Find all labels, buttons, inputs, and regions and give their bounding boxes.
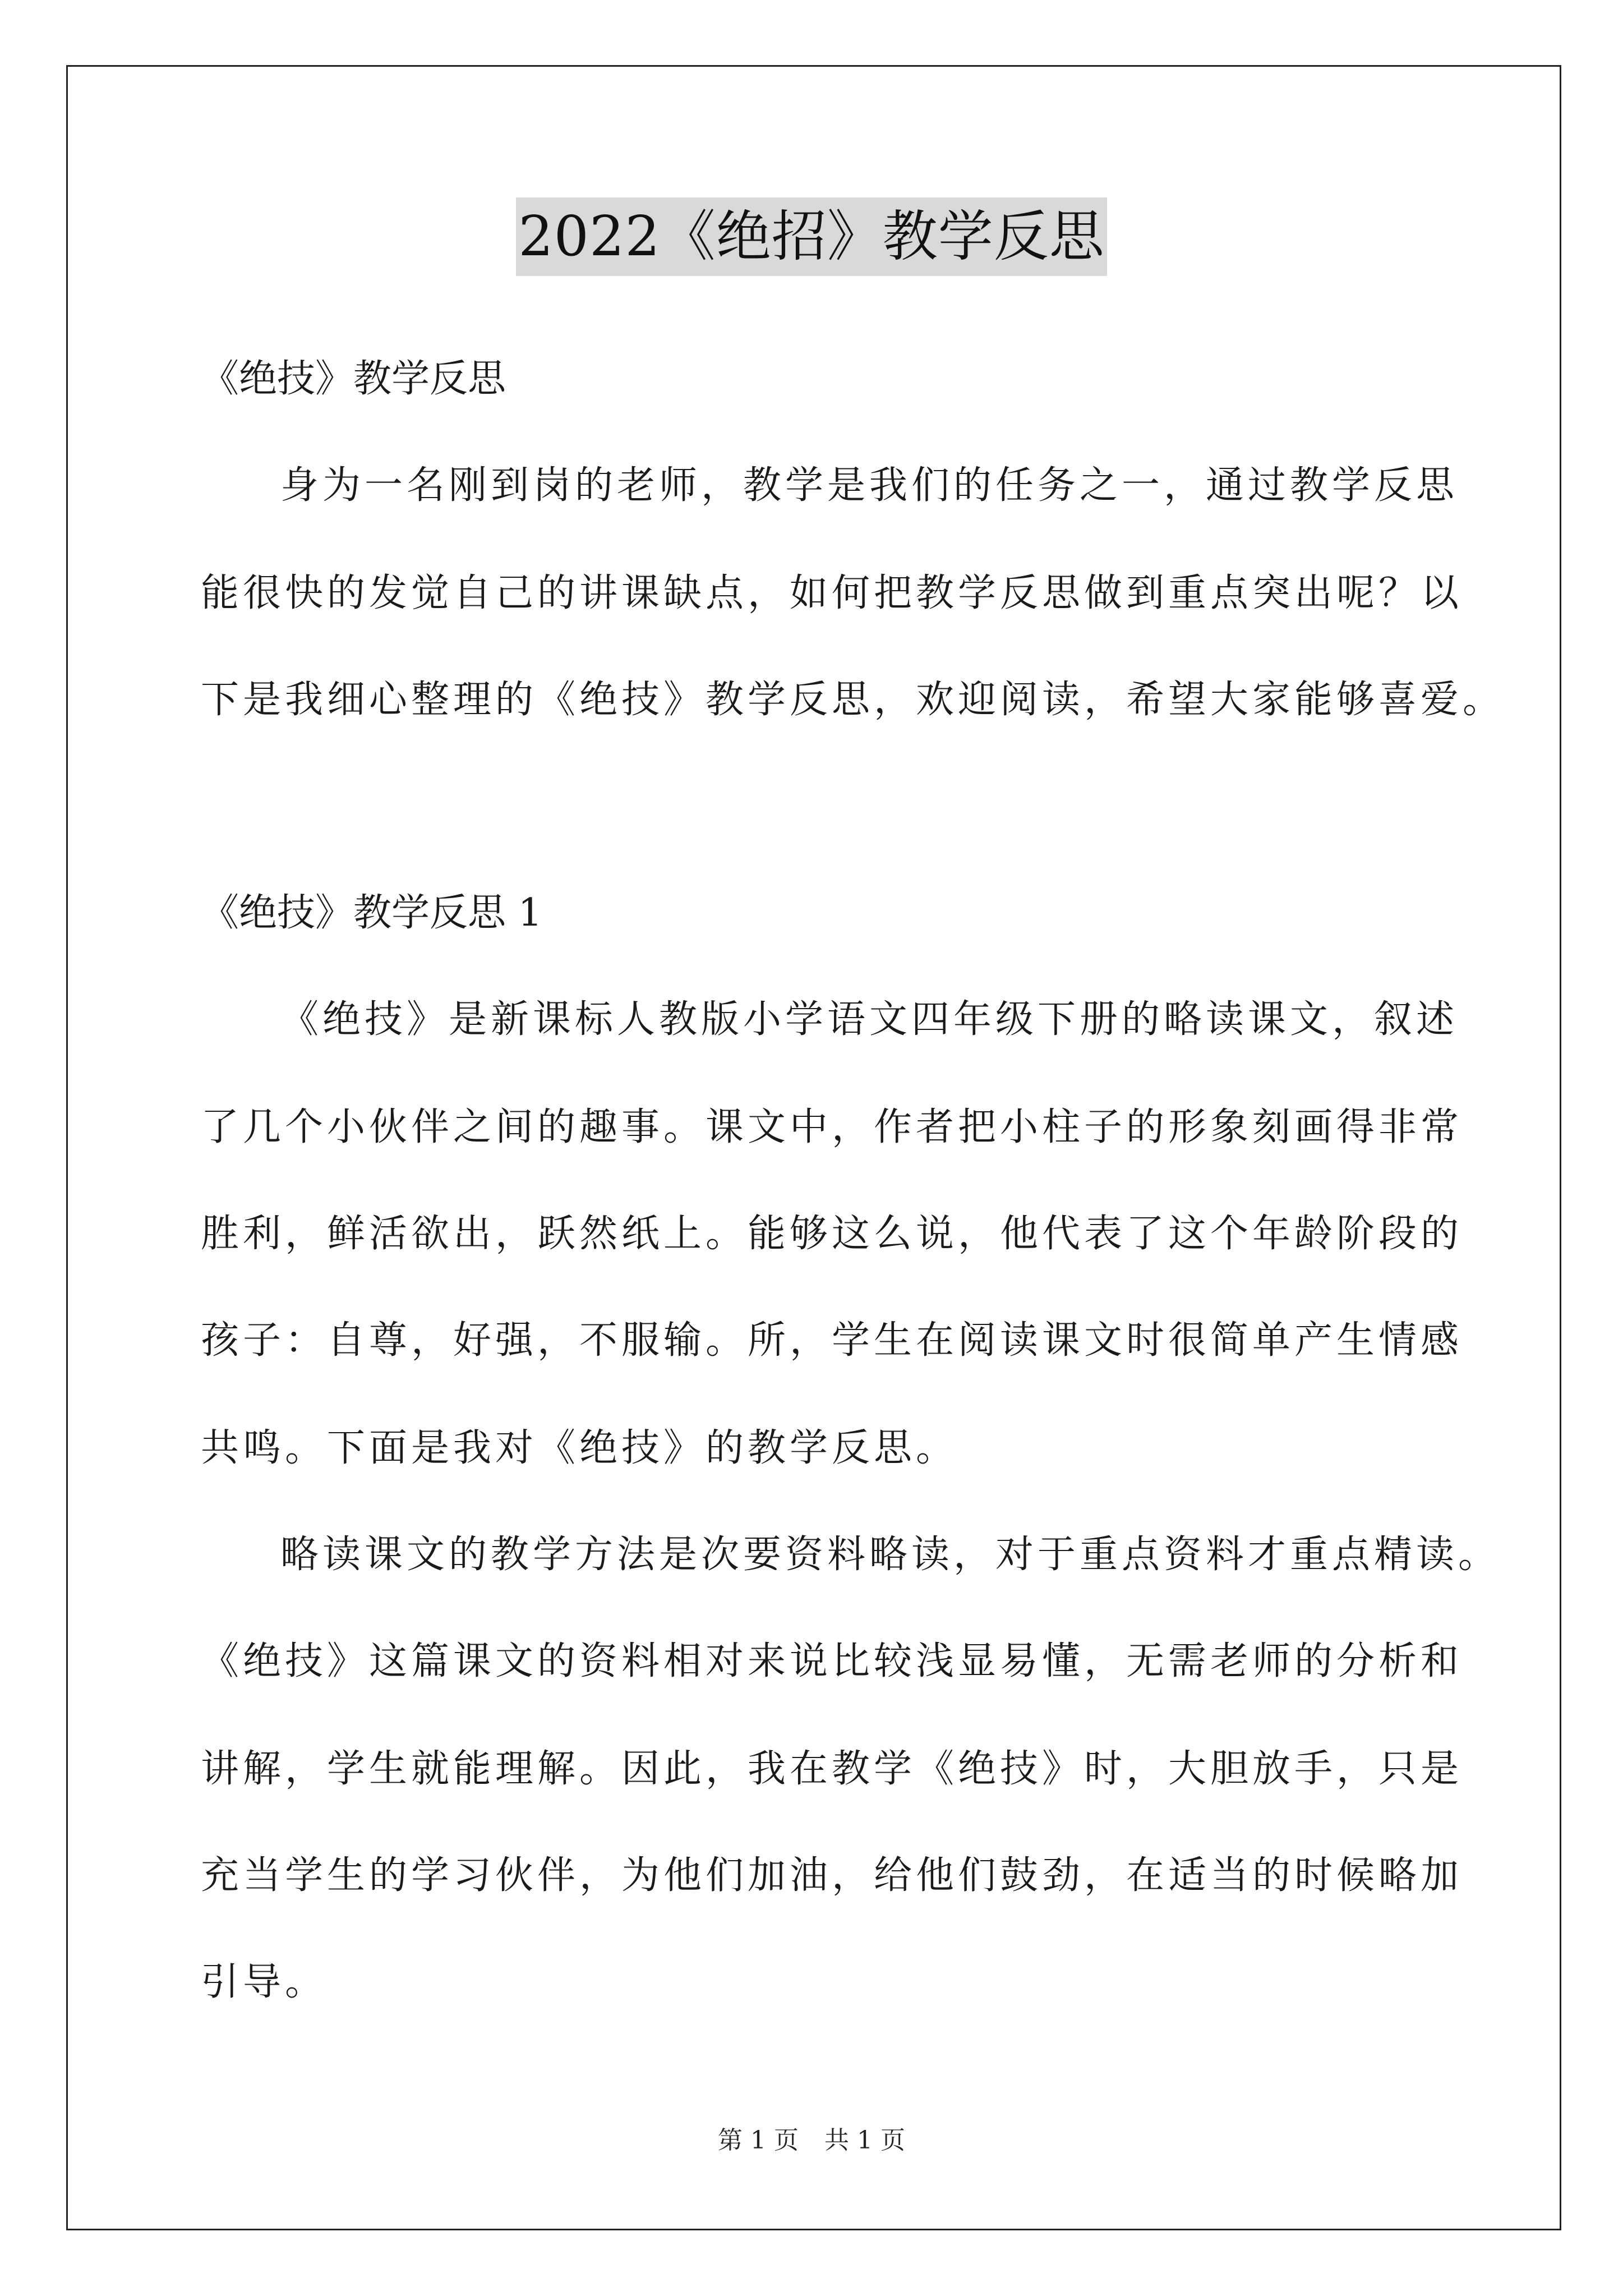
page-footer	[0, 2124, 1623, 2157]
page-total: 共 1 页	[824, 2126, 905, 2155]
paragraph-line: 引导。	[201, 1960, 328, 2004]
paragraph-line: 《绝技》是新课标人教版小学语文四年级下册的略读课文，叙述	[280, 997, 1459, 1042]
document-title: 2022《绝招》教学反思	[516, 197, 1106, 276]
intro-line: 身为一名刚到岗的老师，教学是我们的任务之一，通过教学反思	[280, 463, 1459, 508]
paragraph-line: 讲解，学生就能理解。因此，我在教学《绝技》时，大胆放手，只是	[201, 1747, 1463, 1791]
paragraph-line: 《绝技》这篇课文的资料相对来说比较浅显易懂，无需老师的分析和	[201, 1639, 1463, 1683]
paragraph-line: 充当学生的学习伙伴，为他们加油，给他们鼓劲，在适当的时候略加	[201, 1853, 1463, 1898]
intro-heading: 《绝技》教学反思	[201, 357, 506, 401]
section1-heading: 《绝技》教学反思 1	[201, 891, 542, 935]
paragraph-line: 胜利，鲜活欲出，跃然纸上。能够这么说，他代表了这个年龄阶段的	[201, 1212, 1463, 1256]
paragraph-line: 了几个小伙伴之间的趣事。课文中，作者把小柱子的形象刻画得非常	[201, 1105, 1463, 1149]
paragraph-line: 孩子：自尊，好强，不服输。所，学生在阅读课文时很简单产生情感	[201, 1318, 1463, 1363]
page-number: 第 1 页	[718, 2126, 799, 2155]
title-wrap	[0, 197, 1623, 276]
paragraph-line: 共鸣。下面是我对《绝技》的教学反思。	[201, 1426, 958, 1470]
intro-line: 下是我细心整理的《绝技》教学反思，欢迎阅读，希望大家能够喜爱。	[201, 678, 1505, 722]
intro-line: 能很快的发觉自己的讲课缺点，如何把教学反思做到重点突出呢？以	[201, 571, 1463, 615]
paragraph-line: 略读课文的教学方法是次要资料略读，对于重点资料才重点精读。	[280, 1533, 1501, 1577]
